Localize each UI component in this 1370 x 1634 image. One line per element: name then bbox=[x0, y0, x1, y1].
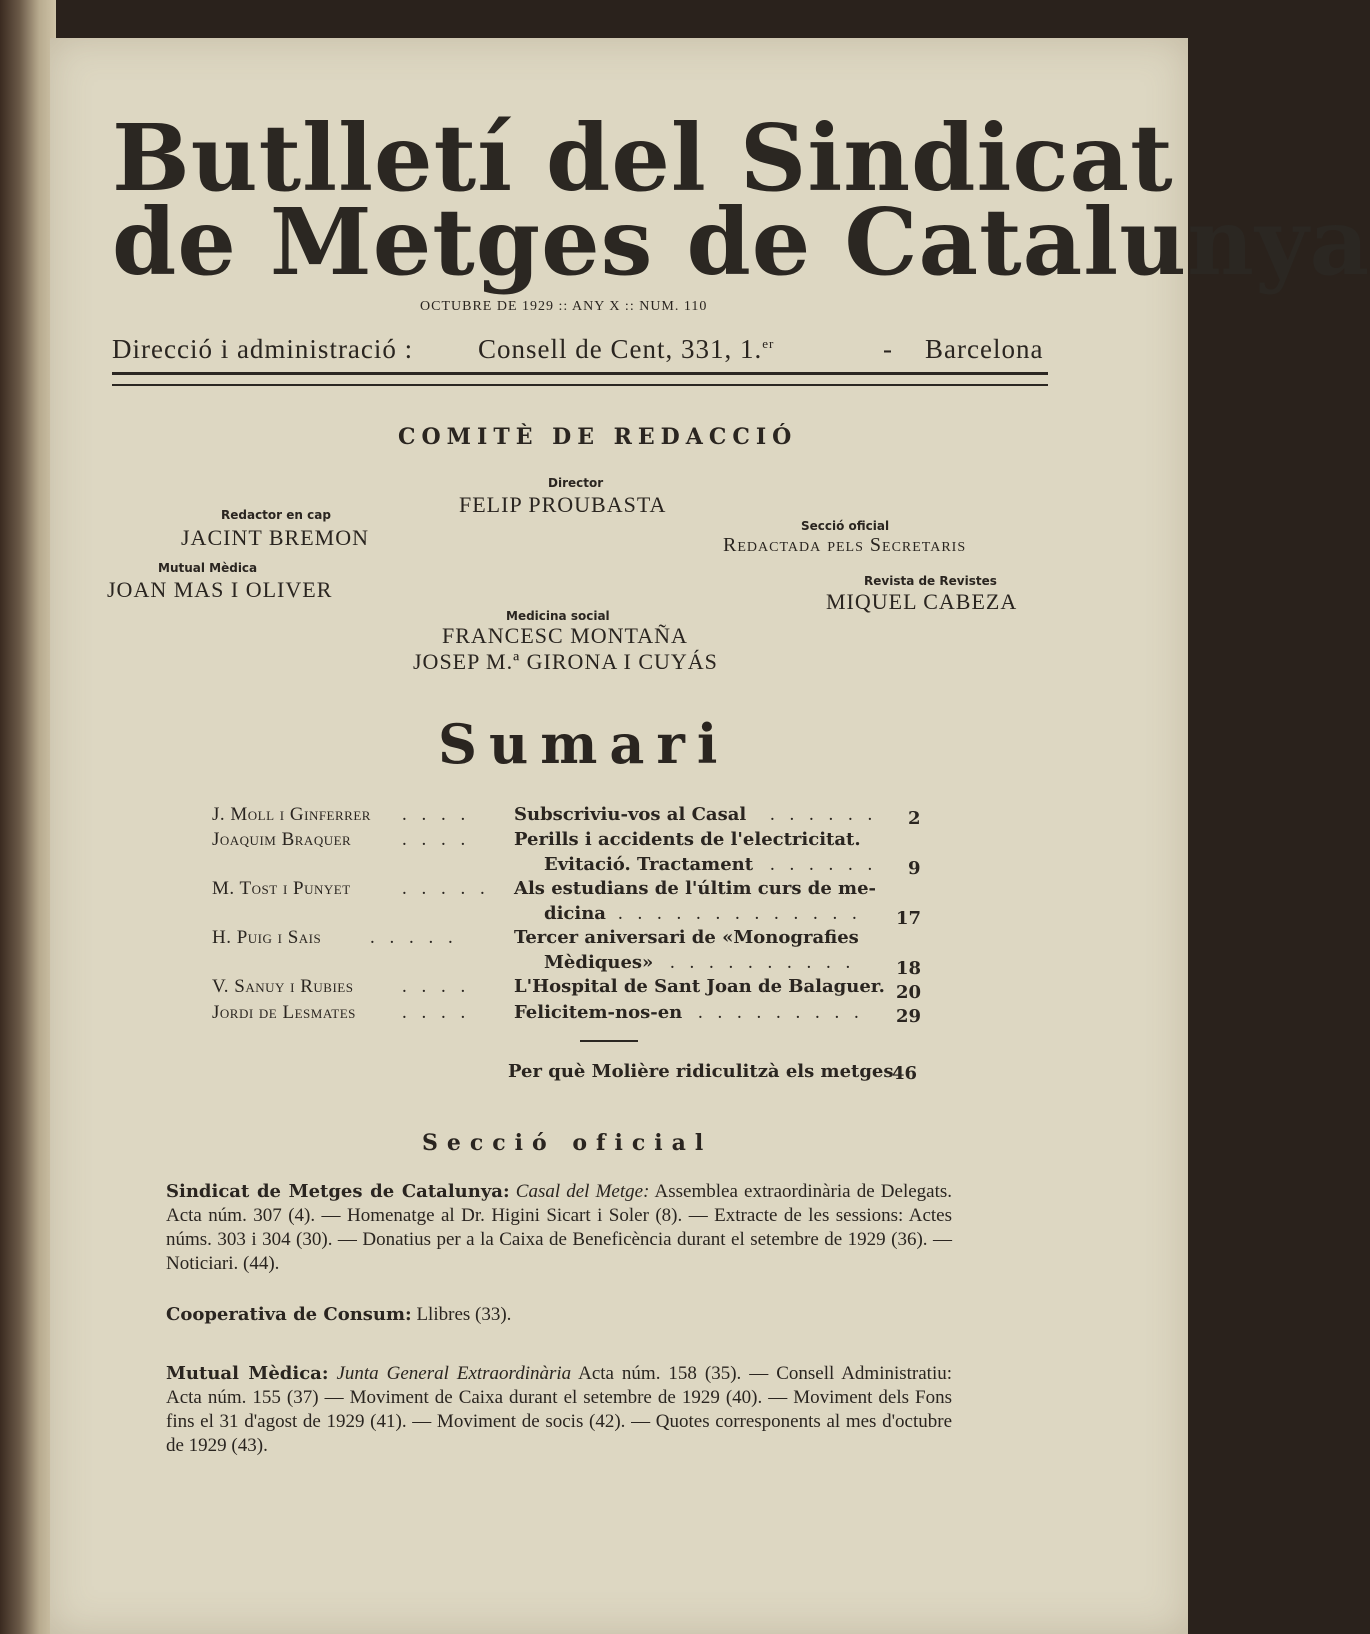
committee-name-medicina-2: JOSEP M.ª GIRONA I CUYÁS bbox=[413, 649, 718, 674]
leader-dots: . . . . . . bbox=[770, 804, 878, 825]
issue-line: OCTUBRE DE 1929 :: ANY X :: NUM. 110 bbox=[420, 299, 708, 314]
sumari-page-number: 29 bbox=[896, 1006, 922, 1027]
leader-dots: . . . . . bbox=[402, 878, 490, 899]
seccio-oficial-heading: Secció oficial bbox=[422, 1130, 713, 1156]
sumari-page-number: 18 bbox=[896, 958, 922, 979]
leader-dots: . . . . . . bbox=[770, 854, 878, 875]
sumari-separator bbox=[580, 1040, 638, 1042]
seccio-block-lead: Sindicat de Metges de Catalunya: bbox=[166, 1181, 510, 1202]
leader-dots: . . . . . bbox=[370, 927, 458, 948]
sumari-page-number: 17 bbox=[896, 908, 922, 929]
committee-name-revista: MIQUEL CABEZA bbox=[826, 589, 1018, 614]
committee-name-medicina-1: FRANCESC MONTAÑA bbox=[442, 623, 688, 648]
sumari-extra-page: 46 bbox=[892, 1063, 918, 1084]
address-street: Consell de Cent, 331, 1.$^{er}$ bbox=[478, 334, 775, 364]
committee-role-seccio: Secció oficial bbox=[801, 519, 890, 533]
leader-dots: . . . . . . . . . bbox=[698, 1002, 864, 1023]
sumari-article-title: Tercer aniversari de «Monografies bbox=[514, 927, 859, 948]
sumari-article-title: Felicitem-nos-en bbox=[514, 1002, 683, 1023]
committee-role-medicina: Medicina social bbox=[506, 609, 610, 623]
sumari-author: J. Moll i Ginferrer bbox=[212, 804, 371, 825]
address-superscript: er bbox=[762, 336, 775, 351]
committee-name-seccio: Redactada pels Secretaris bbox=[723, 534, 967, 556]
seccio-block-lead: Mutual Mèdica: bbox=[166, 1363, 329, 1384]
sumari-article-title: L'Hospital de Sant Joan de Balaguer. bbox=[514, 976, 885, 997]
seccio-block-text: Assemblea extraordinària de Delegats. Acta núm. 307 (4). — Homenatge al Dr. Higini Sicart i Soler (8). — Extracte de les sessions: Actes núms. 303 i 304 (30). — Donatius per a la Caixa de Beneficència durant el setembre de 1929 (36). — Noticiari. (44). bbox=[166, 1181, 953, 1274]
leader-dots: . . . . bbox=[402, 976, 471, 997]
seccio-block-italic: Junta General Extraordinària bbox=[336, 1363, 572, 1384]
masthead-title-line1: Butlletí del Sindicat bbox=[112, 104, 1174, 212]
leader-dots: . . . . bbox=[402, 829, 471, 850]
seccio-block-italic: Casal del Metge: bbox=[515, 1181, 650, 1202]
masthead-title-line2: de Metges de Catalunya bbox=[112, 188, 1370, 296]
sumari-heading: Sumari bbox=[438, 712, 730, 776]
sumari-article-title: Subscriviu-vos al Casal bbox=[514, 804, 747, 825]
committee-role-mutual: Mutual Mèdica bbox=[158, 561, 258, 575]
committee-name-director: FELIP PROUBASTA bbox=[459, 492, 667, 517]
seccio-block bbox=[166, 1362, 952, 1458]
leader-dots: . . . . . . . . . . . . . bbox=[618, 903, 862, 924]
seccio-block-lead: Cooperativa de Consum: bbox=[166, 1304, 412, 1325]
sumari-author: H. Puig i Sais bbox=[212, 927, 322, 948]
seccio-block bbox=[166, 1180, 952, 1276]
leader-dots: . . . . . . . . . . bbox=[670, 952, 856, 973]
sumari-article-title-cont: dicina bbox=[544, 903, 606, 924]
committee-role-revista: Revista de Revistes bbox=[864, 574, 997, 588]
leader-dots: . . . . bbox=[402, 1002, 471, 1023]
sumari-author: Joaquim Braquer bbox=[212, 829, 352, 850]
address-label: Direcció i administració : bbox=[112, 334, 414, 364]
masthead-rule-bottom bbox=[112, 384, 1048, 386]
sumari-page-number: 20 bbox=[896, 982, 922, 1003]
committee-role-redactor: Redactor en cap bbox=[221, 508, 331, 522]
book-binding bbox=[0, 0, 56, 1634]
committee-heading: COMITÈ DE REDACCIÓ bbox=[398, 424, 798, 450]
sumari-article-title: Perills i accidents de l'electricitat. bbox=[514, 829, 861, 850]
sumari-author: V. Sanuy i Rubies bbox=[212, 976, 354, 997]
sumari-article-title-cont: Evitació. Tractament bbox=[544, 854, 754, 875]
sumari-author: Jordi de Lesmates bbox=[212, 1002, 356, 1023]
sumari-page-number: 9 bbox=[908, 858, 921, 879]
sumari-author: M. Tost i Punyet bbox=[212, 878, 351, 899]
sumari-article-title: Als estudians de l'últim curs de me- bbox=[514, 878, 877, 899]
sumari-page-number: 2 bbox=[908, 808, 921, 829]
committee-role-director: Director bbox=[548, 476, 604, 490]
leader-dots: . . . . bbox=[402, 804, 471, 825]
seccio-block-text: Llibres (33). bbox=[416, 1304, 512, 1325]
address-city: Barcelona bbox=[925, 334, 1044, 364]
committee-name-redactor: JACINT BREMON bbox=[181, 525, 370, 550]
address-dash: - bbox=[883, 334, 893, 364]
sumari-article-title-cont: Mèdiques» bbox=[544, 952, 654, 973]
sumari-extra-title: Per què Molière ridiculitzà els metges bbox=[508, 1061, 894, 1082]
seccio-block-text: Acta núm. 158 (35). — Consell Administratiu: Acta núm. 155 (37) — Moviment de Caixa durant el setembre de 1929 (40). — Moviment dels Fons fins el 31 d'agost de 1929 (41). — Moviment de socis (42). — Quotes corresponents al mes d'octubre de 1929 (43). bbox=[166, 1363, 953, 1456]
seccio-block bbox=[166, 1303, 952, 1327]
masthead-rule-top bbox=[112, 372, 1048, 375]
committee-name-mutual: JOAN MAS I OLIVER bbox=[107, 577, 333, 602]
